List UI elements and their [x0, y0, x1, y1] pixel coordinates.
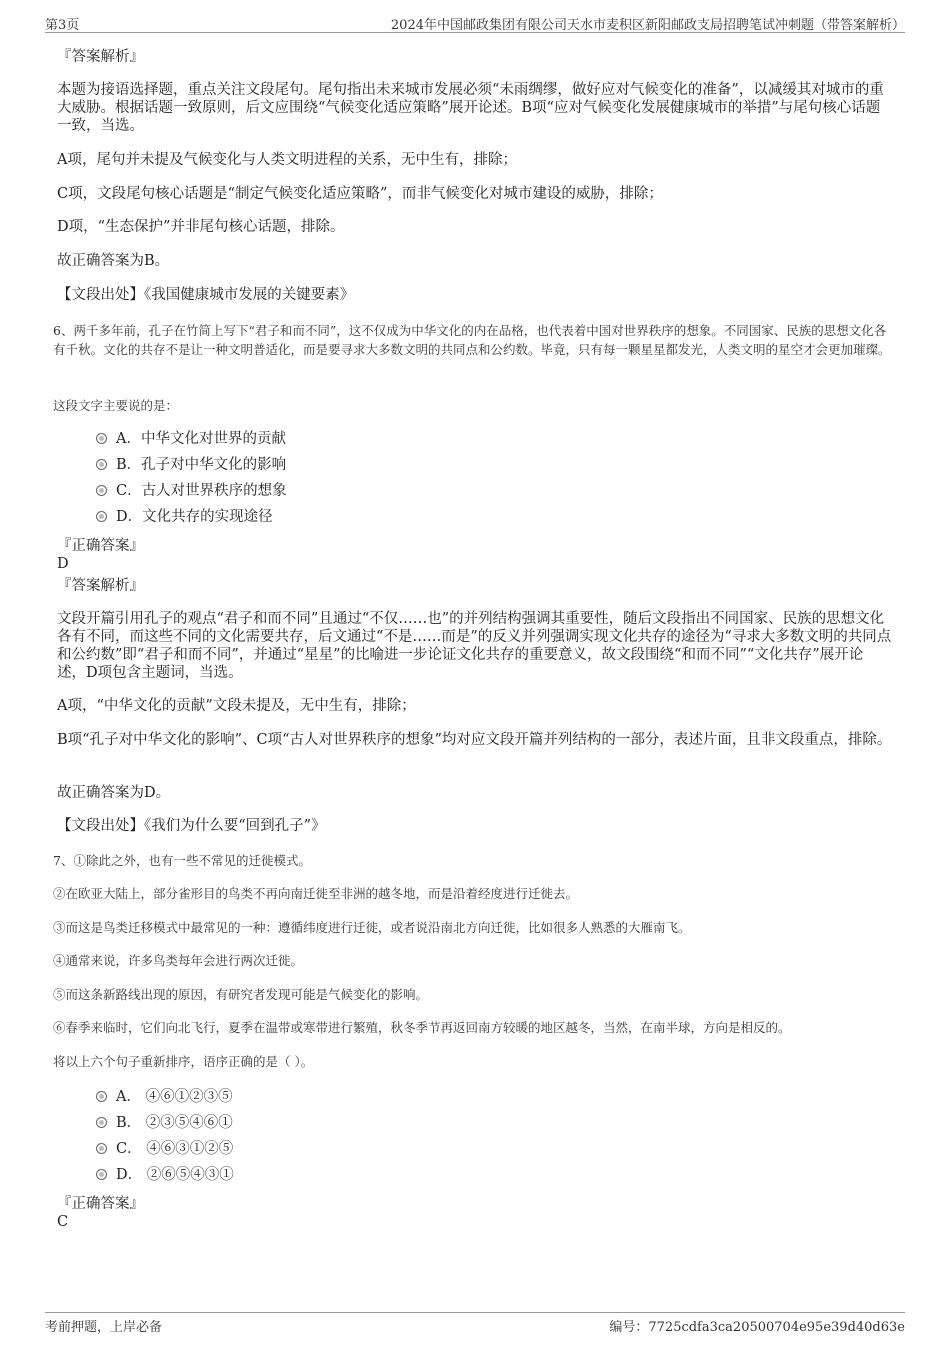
- option-label: D． ②⑥⑤④③①: [116, 1167, 234, 1183]
- option-label: C．古人对世界秩序的想象: [116, 483, 287, 499]
- document-code: 编号：7725cdfa3ca20500704e95e39d40d63e: [609, 1320, 905, 1335]
- q5-analysis-label: 『答案解析』: [57, 49, 144, 65]
- q6-analysis: 文段开篇引用孔子的观点“君子和而不同”且通过“不仅……也”的并列结构强调其重要性，随后文段指出不同国家、民族的思想文化各有不同，而这些不同的文化需要共存，后文通过“不是……而是”的反义并列强调实现文化共存的途径为“寻求大多数文明的共同点和公约数”即“君子和而不同”，并通过“星星”的比喻进一步论证文化共存的重要意义，故文段围绕“和而不同”“文化共存”展开论述，D项包含主题词，当选。: [57, 611, 892, 681]
- q7-option-a[interactable]: [96, 1088, 233, 1106]
- radio-icon[interactable]: [96, 1143, 107, 1154]
- q5-option-c-note: C项，文段尾句核心话题是“制定气候变化适应策略”，而非气候变化对城市建设的威胁，排除；: [57, 186, 663, 202]
- q7-option-d[interactable]: [96, 1166, 234, 1184]
- page-header: [45, 14, 905, 33]
- q7-sentence-5: ⑤而这条新路线出现的原因，有研究者发现可能是气候变化的影响。: [53, 987, 429, 1002]
- option-label: D．文化共存的实现途径: [116, 509, 273, 525]
- q7-sentence-2: ②在欧亚大陆上，部分雀形目的鸟类不再向南迁徙至非洲的越冬地，而是沿着经度进行迁徙去。: [53, 886, 579, 901]
- radio-icon[interactable]: [96, 1091, 107, 1102]
- q6-option-bc-note: B项“孔子对中华文化的影响”、C项“古人对世界秩序的想象”均对应文段开篇并列结构的一部分，表述片面，且非文段重点，排除。: [57, 732, 892, 748]
- option-label: B． ②③⑤④⑥①: [116, 1115, 233, 1131]
- q7-answer-label: 『正确答案』: [57, 1196, 144, 1212]
- q6-answer-label: 『正确答案』: [57, 538, 144, 554]
- q6-option-a[interactable]: [96, 430, 286, 448]
- radio-icon[interactable]: [96, 485, 107, 496]
- q6-stem: 6、两千多年前，孔子在竹简上写下“君子和而不同”，这不仅成为中华文化的内在品格，也代表着中国对世界秩序的想象。不同国家、民族的思想文化各有千秋。文化的共存不是让一种文明普适化，而是要寻求大多数文明的共同点和公约数。毕竟，只有每一颗星星都发光，人类文明的星空才会更加璀璨。: [53, 323, 891, 357]
- q6-analysis-label: 『答案解析』: [57, 578, 144, 594]
- radio-icon[interactable]: [96, 433, 107, 444]
- q7-sentence-4: ④通常来说，许多鸟类每年会进行两次迁徙。: [53, 953, 304, 968]
- q7-answer: C: [57, 1214, 69, 1230]
- q6-answer: D: [57, 556, 69, 572]
- q6-option-d[interactable]: [96, 508, 273, 526]
- footer-slogan: 考前押题，上岸必备: [45, 1320, 163, 1335]
- page-number: 第3页: [45, 18, 80, 33]
- q5-conclusion: 故正确答案为B。: [57, 253, 170, 269]
- q7-option-c[interactable]: [96, 1140, 233, 1158]
- q6-option-b[interactable]: [96, 456, 286, 474]
- radio-icon[interactable]: [96, 511, 107, 522]
- option-label: B．孔子对中华文化的影响: [116, 457, 287, 473]
- q6-source: 【文段出处】《我们为什么要“回到孔子”》: [57, 818, 326, 834]
- q5-option-a-note: A项，尾句并未提及气候变化与人类文明进程的关系，无中生有，排除；: [57, 152, 517, 168]
- q7-sentence-6: ⑥春季来临时，它们向北飞行，夏季在温带或寒带进行繁殖，秋冬季节再返回南方较暖的地区越冬，当然，在南半球，方向是相反的。: [53, 1020, 791, 1035]
- q6-option-a-note: A项，“中华文化的贡献”文段未提及，无中生有，排除；: [57, 698, 416, 714]
- q7-question: 将以上六个句子重新排序，语序正确的是（ ）。: [53, 1054, 314, 1069]
- q5-source: 【文段出处】《我国健康城市发展的关键要素》: [57, 287, 355, 303]
- q5-option-d-note: D项，“生态保护”并非尾句核心话题，排除。: [57, 219, 345, 235]
- option-label: C． ④⑥③①②⑤: [116, 1141, 234, 1157]
- q7-sentence-1: 7、①除此之外，也有一些不常见的迁徙模式。: [53, 853, 311, 868]
- document-title: 2024年中国邮政集团有限公司天水市麦积区新阳邮政支局招聘笔试冲刺题（带答案解析）: [390, 18, 905, 33]
- option-label: A． ④⑥①②③⑤: [116, 1089, 233, 1105]
- q6-option-c[interactable]: [96, 482, 287, 500]
- page-footer: [45, 1312, 905, 1333]
- radio-icon[interactable]: [96, 1117, 107, 1128]
- q5-analysis: 本题为接语选择题，重点关注文段尾句。尾句指出未来城市发展必须“未雨绸缪，做好应对气候变化的准备”，以减缓其对城市的重大威胁。根据话题一致原则，后文应围绕“气候变化适应策略”展开论述。B项“应对气候变化发展健康城市的举措”与尾句核心话题一致，当选。: [57, 82, 884, 134]
- radio-icon[interactable]: [96, 1169, 107, 1180]
- q6-conclusion: 故正确答案为D。: [57, 785, 171, 801]
- q7-option-b[interactable]: [96, 1114, 233, 1132]
- q7-sentence-3: ③而这是鸟类迁移模式中最常见的一种：遵循纬度进行迁徙，或者说沿南北方向迁徙，比如很多人熟悉的大雁南飞。: [53, 920, 691, 935]
- q6-question: 这段文字主要说的是：: [53, 398, 179, 413]
- radio-icon[interactable]: [96, 459, 107, 470]
- option-label: A．中华文化对世界的贡献: [116, 431, 286, 447]
